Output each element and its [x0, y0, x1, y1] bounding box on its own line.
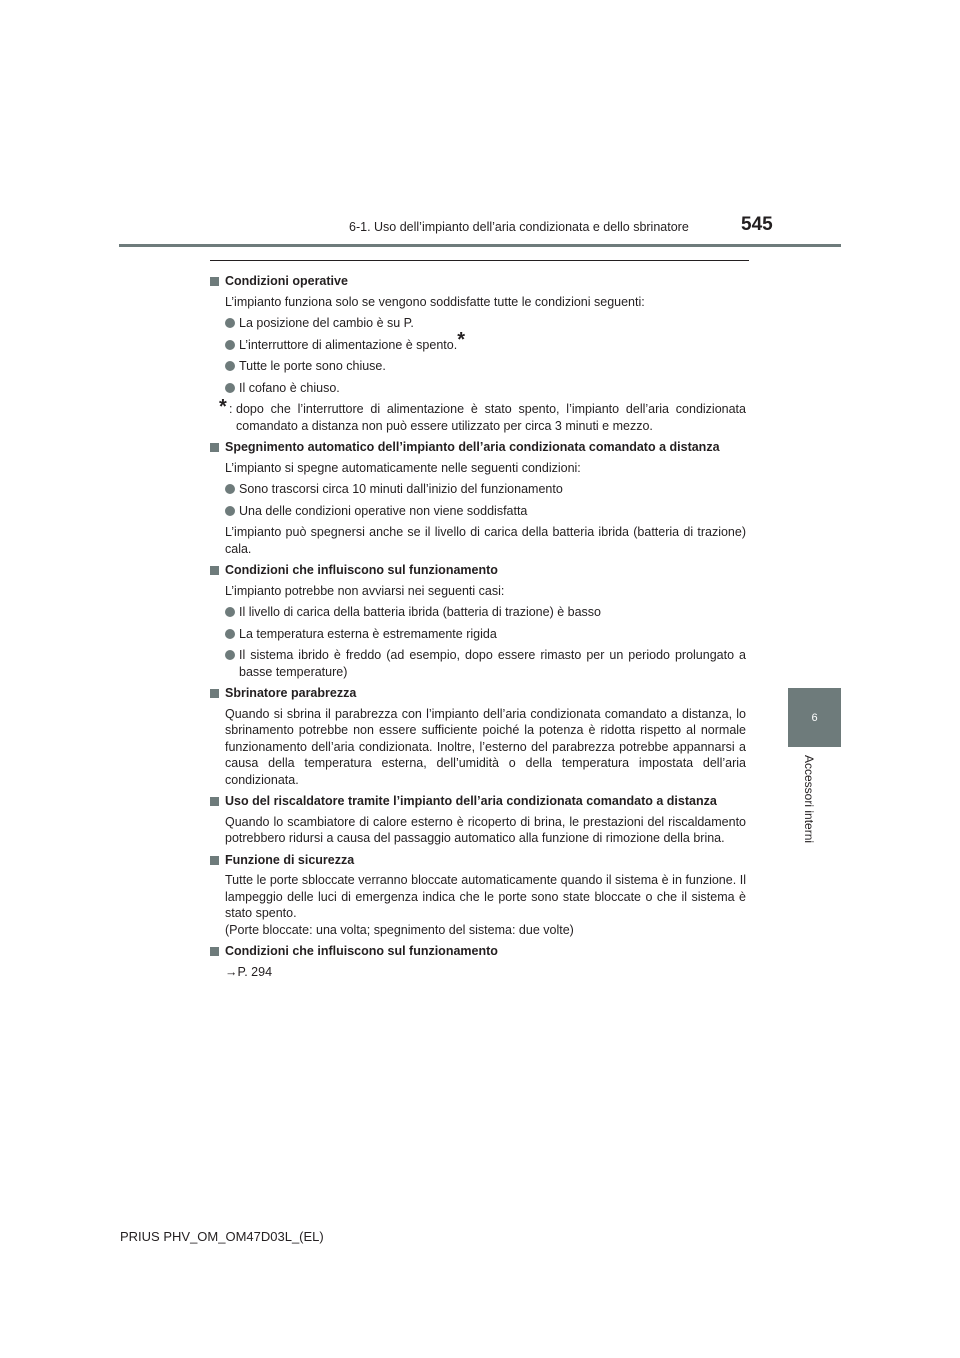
chapter-number: 6 [811, 711, 818, 724]
header-title: 6-1. Uso dell’impianto dell’aria condizionata e dello sbrinatore [349, 220, 689, 234]
section-title: Sbrinatore parabrezza [225, 686, 357, 700]
section-outro: L’impianto può spegnersi anche se il livello di carica della batteria ibrida (batteria di trazione) cala. [225, 525, 746, 556]
section-body-note: (Porte bloccate: una volta; spegnimento del sistema: due volte) [225, 922, 574, 937]
content-top-rule [210, 260, 749, 261]
square-bullet-icon [210, 797, 219, 806]
section-title: Uso del riscaldatore tramite l’impianto dell’aria condizionata comandato a distanza [225, 794, 717, 808]
footnote: * : dopo che l’interruttore di alimentazione è stato spento, l’impianto dell’aria condizionata comandato a distanza non può essere utilizzato per circa 3 minuti e mezzo. [219, 396, 746, 433]
footnote-marker: * [219, 396, 227, 418]
square-bullet-icon [210, 443, 219, 452]
section-title: Spegnimento automatico dell’impianto dell’aria condizionata comandato a distanza [225, 440, 720, 454]
section-body: Quando lo scambiatore di calore esterno è ricoperto di brina, le prestazioni del riscaldamento potrebbero ridursi a causa del passaggio automatico alla funzione di rimozione della brina. [225, 814, 746, 845]
section-condizioni-operative [210, 273, 746, 434]
section-sbrinatore-parabrezza [210, 685, 746, 788]
list-item: Il cofano è chiuso. [210, 380, 746, 397]
section-title: Condizioni che influiscono sul funzionamento [225, 563, 498, 577]
circle-bullet-icon [225, 650, 235, 660]
list-item: L’interruttore di alimentazione è spento.* [210, 337, 746, 354]
section-intro: L’impianto potrebbe non avviarsi nei seguenti casi: [225, 583, 505, 598]
section-intro: L’impianto funziona solo se vengono soddisfatte tutte le condizioni seguenti: [225, 294, 645, 309]
chapter-label: Accessori interni [802, 755, 816, 844]
header-rule [119, 244, 841, 247]
section-funzione-sicurezza [210, 852, 746, 939]
section-spegnimento-automatico [210, 439, 746, 557]
page-reference: →P. 294 [225, 964, 273, 979]
list-item: La posizione del cambio è su P. [210, 315, 746, 332]
square-bullet-icon [210, 689, 219, 698]
list-item: Una delle condizioni operative non viene soddisfatta [210, 503, 746, 520]
list-item: Il sistema ibrido è freddo (ad esempio, dopo essere rimasto per un periodo prolungato a basse temperature) [210, 647, 746, 680]
square-bullet-icon [210, 947, 219, 956]
list-item: Sono trascorsi circa 10 minuti dall’inizio del funzionamento [210, 481, 746, 498]
circle-bullet-icon [225, 629, 235, 639]
circle-bullet-icon [225, 340, 235, 350]
section-title: Funzione di sicurezza [225, 852, 355, 867]
square-bullet-icon [210, 566, 219, 575]
section-title: Condizioni operative [225, 274, 348, 288]
list-item: La temperatura esterna è estremamente rigida [210, 626, 746, 643]
page-content [210, 268, 746, 985]
chapter-tab [788, 688, 841, 747]
footnote-text: dopo che l’interruttore di alimentazione è stato spento, l’impianto dell’aria condizionata comandato a distanza non può essere utilizzato per circa 3 minuti e mezzo. [236, 402, 746, 433]
section-body: Quando si sbrina il parabrezza con l’impianto dell’aria condizionata comandato a distanza, lo sbrinamento potrebbe non essere sufficiente poiché la potenza è ridotta rispetto al normale funzionamento dell’aria condizionata. Inoltre, l’esterno del parabrezza potrebbe appannarsi a causa della temperatura esterna, dell’umidità o della temperatura impostata dell’aria condizionata. [225, 706, 746, 787]
circle-bullet-icon [225, 506, 235, 516]
section-condizioni-funzionamento-ref [210, 943, 746, 980]
list-item: Tutte le porte sono chiuse. [210, 358, 746, 375]
page-number: 545 [741, 214, 773, 235]
document-code: PRIUS PHV_OM_OM47D03L_(EL) [120, 1229, 324, 1244]
circle-bullet-icon [225, 318, 235, 328]
section-intro: L’impianto si spegne automaticamente nelle seguenti condizioni: [225, 460, 581, 475]
section-body: Tutte le porte sbloccate verranno bloccate automaticamente quando il sistema è in funzione. Il lampeggio delle luci di emergenza indica che le porte sono state bloccate o che il sistema è stato spento. [225, 873, 746, 920]
circle-bullet-icon [225, 361, 235, 371]
section-title: Condizioni che influiscono sul funzionamento [225, 944, 498, 958]
square-bullet-icon [210, 856, 219, 865]
section-uso-riscaldatore [210, 793, 746, 847]
list-item: Il livello di carica della batteria ibrida (batteria di trazione) è basso [210, 604, 746, 621]
square-bullet-icon [210, 277, 219, 286]
circle-bullet-icon [225, 383, 235, 393]
circle-bullet-icon [225, 607, 235, 617]
section-condizioni-funzionamento [210, 562, 746, 680]
footnote-marker: * [457, 328, 465, 351]
circle-bullet-icon [225, 484, 235, 494]
